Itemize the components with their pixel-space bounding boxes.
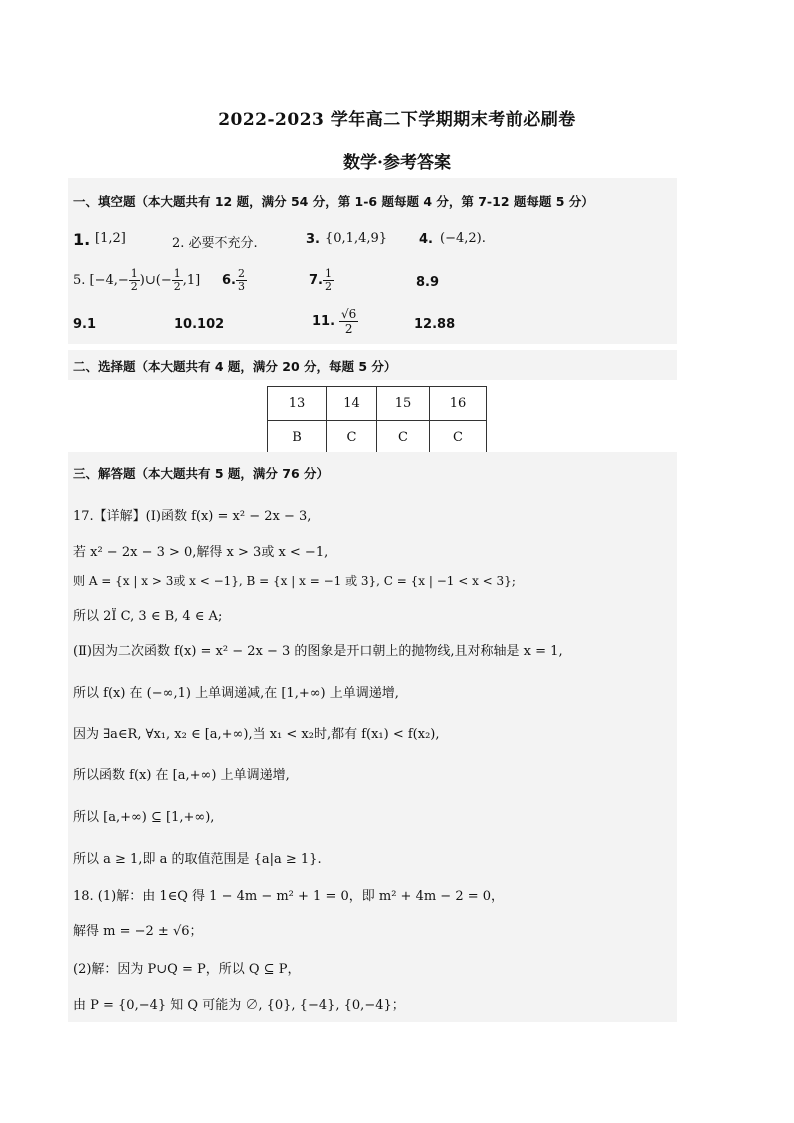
fraction-denominator: 2 xyxy=(324,280,332,293)
fraction-numerator: √6 xyxy=(341,307,357,321)
answer-5-suffix: ,1] xyxy=(182,273,201,288)
table-row-questions xyxy=(268,387,487,421)
multiple-choice-answer-table xyxy=(267,386,487,455)
page-title: 2022-2023 学年高二下学期期末考前必刷卷 xyxy=(218,110,576,130)
answer-5-fraction-2 xyxy=(172,268,183,293)
section1-heading: 一、填空题（本大题共有 12 题，满分 54 分，第 1-6 题每题 4 分，第 7-12 题每题 5 分） xyxy=(73,194,594,209)
answer-11-fraction xyxy=(339,307,358,336)
solution-line: 解得 m = −2 ± √6； xyxy=(73,924,203,939)
answer-1-number: 1. xyxy=(73,230,91,249)
answer-7-fraction xyxy=(323,268,334,293)
answer-11-number: 11. xyxy=(312,314,336,329)
answer-6-fraction xyxy=(236,268,247,293)
solution-line: 所以 [a,+∞) ⊆ [1,+∞), xyxy=(73,810,215,825)
solution-line: 17.【详解】(Ⅰ)函数 f(x) = x² − 2x − 3, xyxy=(73,509,312,524)
table-cell: C xyxy=(327,421,377,455)
answer-9: 9.1 xyxy=(73,317,97,332)
table-cell: 16 xyxy=(430,387,487,421)
table-cell: 15 xyxy=(377,387,430,421)
solution-line: 所以 f(x) 在 (−∞,1) 上单调递减,在 [1,+∞) 上单调递增, xyxy=(73,686,399,701)
solution-line: 由 P = {0,−4} 知 Q 可能为 ∅, {0}, {−4}, {0,−4}； xyxy=(73,998,405,1013)
fraction-denominator: 3 xyxy=(237,280,245,293)
answer-2: 2. 必要不充分. xyxy=(172,236,258,251)
fraction-numerator: 1 xyxy=(324,267,332,280)
answer-6 xyxy=(222,268,247,293)
answer-4: (−4,2). xyxy=(440,231,486,246)
answer-12: 12.88 xyxy=(414,317,456,332)
answer-10: 10.102 xyxy=(174,317,225,332)
solution-line: (Ⅱ)因为二次函数 f(x) = x² − 2x − 3 的图象是开口朝上的抛物线,且对称轴是 x = 1, xyxy=(73,644,563,659)
table-cell: C xyxy=(430,421,487,455)
answer-1: [1,2] xyxy=(95,231,126,246)
fraction-denominator: 2 xyxy=(130,280,138,293)
solution-line: 因为 ∃a∈R, ∀x₁, x₂ ∈ [a,+∞),当 x₁ < x₂时,都有 f(x₁) < f(x₂), xyxy=(73,727,440,742)
solution-line: 则 A = {x | x > 3或 x < −1}, B = {x | x = −1 或 3}, C = {x | −1 < x < 3}; xyxy=(73,574,516,588)
solution-line: 所以函数 f(x) 在 [a,+∞) 上单调递增, xyxy=(73,768,290,783)
section3-heading: 三、解答题（本大题共有 5 题，满分 76 分） xyxy=(73,466,330,481)
answer-4-number: 4. xyxy=(419,232,433,247)
answer-11 xyxy=(312,307,358,336)
section2-heading: 二、选择题（本大题共有 4 题，满分 20 分，每题 5 分） xyxy=(73,359,397,374)
solution-line: (2)解：因为 P∪Q = P，所以 Q ⊆ P， xyxy=(73,962,301,977)
fraction-denominator: 2 xyxy=(344,322,353,336)
solution-line: 若 x² − 2x − 3 > 0,解得 x > 3或 x < −1, xyxy=(73,545,329,560)
fraction-denominator: 2 xyxy=(173,280,181,293)
table-cell: 13 xyxy=(268,387,327,421)
solution-line: 所以 2Ï C, 3 ∈ B, 4 ∈ A; xyxy=(73,609,223,624)
answer-7 xyxy=(309,268,334,293)
answer-3-number: 3. xyxy=(306,232,320,247)
table-row-answers xyxy=(268,421,487,455)
table-cell: B xyxy=(268,421,327,455)
solution-line: 所以 a ≥ 1,即 a 的取值范围是 {a|a ≥ 1}. xyxy=(73,852,322,867)
answer-5-mid: )∪(− xyxy=(139,273,172,288)
fraction-numerator: 1 xyxy=(130,267,138,280)
fraction-numerator: 1 xyxy=(173,267,181,280)
answer-6-number: 6. xyxy=(222,273,236,288)
page-subtitle: 数学·参考答案 xyxy=(343,153,451,173)
answer-5 xyxy=(73,268,200,293)
answer-8: 8.9 xyxy=(416,275,440,290)
table-cell: C xyxy=(377,421,430,455)
table-cell: 14 xyxy=(327,387,377,421)
answer-7-number: 7. xyxy=(309,273,323,288)
answer-5-prefix: 5. [−4,− xyxy=(73,273,129,288)
answer-3: {0,1,4,9} xyxy=(325,231,388,246)
solution-line: 18. (1)解：由 1∈Q 得 1 − 4m − m² + 1 = 0，即 m² + 4m − 2 = 0， xyxy=(73,889,505,904)
answer-5-fraction-1 xyxy=(129,268,140,293)
fraction-numerator: 2 xyxy=(237,267,245,280)
